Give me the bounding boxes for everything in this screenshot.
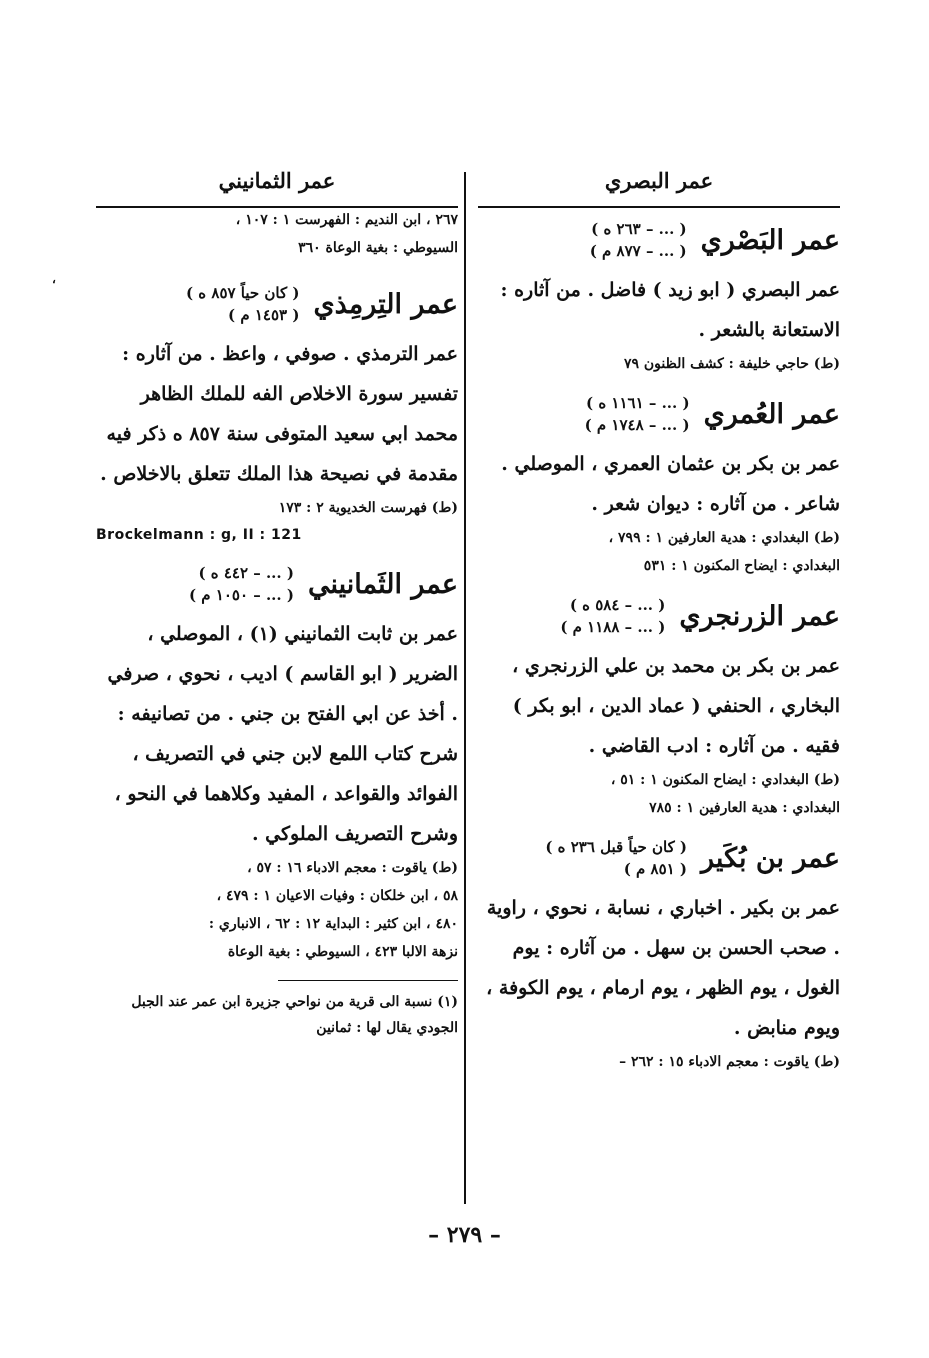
entry-source: البغدادي : هدية العارفين ١ : ٧٨٥ [649,800,840,816]
entry-bukayr [478,836,840,1076]
entry-body: عمر البصري ( ابو زيد ) فاضل . من آثاره : الاستعانة بالشعر . [500,279,840,341]
footnote: (١) نسبة الى قرية من نواحي جزيرة ابن عمر عند الجبل الجودي يقال لها : ثمانين [131,994,458,1036]
entry-zaranjari [478,594,840,822]
entry-source: ٥٨ ، ابن خلكان : وفيات الاعيان ١ : ٤٧٩ ، [216,888,458,904]
entry-source: (ط) ياقوت : معجم الادباء ١٦ : ٥٧ ، [247,860,458,876]
continued-sources [96,206,458,262]
entry-body: عمر بن بكر بن محمد بن علي الزرنجري ، البخاري ، الحنفي ( عماد الدين ، ابو بكر ) فقيه . من آثاره : ادب القاضي . [512,655,840,757]
entry-dates [590,218,687,262]
margin-mark: ، [52,272,56,286]
continued-source-line: ٢٦٧ ، ابن النديم : الفهرست ١ : ١٠٧ ، [235,212,458,228]
entry-basri [478,218,840,378]
page-number: – ٢٧٩ – [428,1222,501,1248]
headword: عمر الثَمانيني [307,568,458,600]
entry-source: ٤٨٠ ، ابن كثير : البداية ١٢ : ٦٢ ، الانباري : [208,916,458,932]
entry-body: عمر الترمذي . صوفي ، واعظ . من آثاره : تفسير سورة الاخلاص الفه للملك الظاهر محمد ابي سعيد المتوفى سنة ٨٥٧ ه ذكر فيه مقدمة في نصيحة هذا الملك تتعلق بالاخلاص . [100,343,458,485]
entry-tirmidhi [96,282,458,548]
entry-source: (ط) حاجي خليفة : كشف الظنون ٧٩ [623,356,840,372]
entry-dates [545,836,687,880]
entry-source: (ط) ياقوت : معجم الادباء ١٥ : ٢٦٢ – [619,1054,840,1070]
dates-ad: ( ... – ١١٨٨ م ) [560,618,666,636]
headword: عمر البَصْري [700,224,840,256]
entry-source: (ط) البغدادي : هدية العارفين ١ : ٧٩٩ ، [608,530,840,546]
entry-dates [186,282,299,326]
dates-ad: ( ٨٥١ م ) [623,860,688,878]
entry-source: (ط) البغدادي : ايضاح المكنون ١ : ٥١ ، [610,772,840,788]
dates-hijri: ( ... – ١١٦١ ه ) [586,394,690,412]
footnote-rule [278,980,458,981]
entry-dates [560,594,665,638]
column-divider [464,172,466,1204]
entry-body: عمر بن ثابت الثمانيني (١) ، الموصلي ، الضرير ( ابو القاسم ) اديب ، نحوي ، صرفي . أخذ عن ابي الفتح بن جني . من تصانيفه : شرح كتاب اللمع لابن جني في التصريف ، الفوائد والقواعد ، المفيد وكلاهما في النحو ، وشرح التصريف الملوكي . [107,623,458,845]
entry-umari [478,392,840,580]
entry-body: عمر بن بكر بن عثمان العمري ، الموصلي . شاعر . من آثاره : ديوان شعر . [501,453,840,515]
dates-ad: ( ... – ١٠٥٠ م ) [188,586,294,604]
headword: عمر التِرمِذي [313,288,458,320]
entry-source: البغدادي : ايضاح المكنون ١ : ٥٣١ [643,558,840,574]
right-column [478,160,840,1090]
entry-thamanini [96,562,458,966]
dates-hijri: ( ... – ٥٨٤ ه ) [569,596,666,614]
running-head-right: عمر البصري [604,168,714,193]
running-head-left: عمر الثمانيني [218,168,336,193]
continued-source-line: السيوطي : بغية الوعاة ٣٦٠ [298,240,458,256]
headword: عمر بن بُكَير [701,842,840,874]
entry-source: (ط) فهرست الخديوية ٢ : ١٧٣ [278,500,458,516]
dates-hijri: ( ... – ٢٦٣ ه ) [591,220,687,238]
dates-ad: ( ... – ١٧٤٨ م ) [584,416,690,434]
dates-hijri: ( كان حياً قبل ٢٣٦ ه ) [545,838,688,856]
entry-source: نزهة الالبا ٤٢٣ ، السيوطي : بغية الوعاة [227,944,458,960]
entry-dates [585,392,690,436]
entry-body: عمر بن بكير . اخباري ، نسابة ، نحوي ، راوية . صحب الحسن بن سهل . من آثاره : يوم الغول ، يوم الظهر ، يوم ارمام ، يوم الكوفة ، ويوم منابض . [486,897,840,1039]
dates-ad: ( ... – ٨٧٧ م ) [589,242,687,260]
dates-hijri: ( ... – ٤٤٢ ه ) [198,564,294,582]
latin-reference: Brockelmann : g, II : 121 [96,527,302,543]
dates-ad: ( ١٤٥٣ م ) [228,306,300,324]
headword: عمر العُمري [703,398,840,430]
headword: عمر الزرنجري [679,600,840,632]
left-column [96,160,458,1041]
entry-dates [189,562,294,606]
dates-hijri: ( كان حياً ٨٥٧ ه ) [185,284,300,302]
